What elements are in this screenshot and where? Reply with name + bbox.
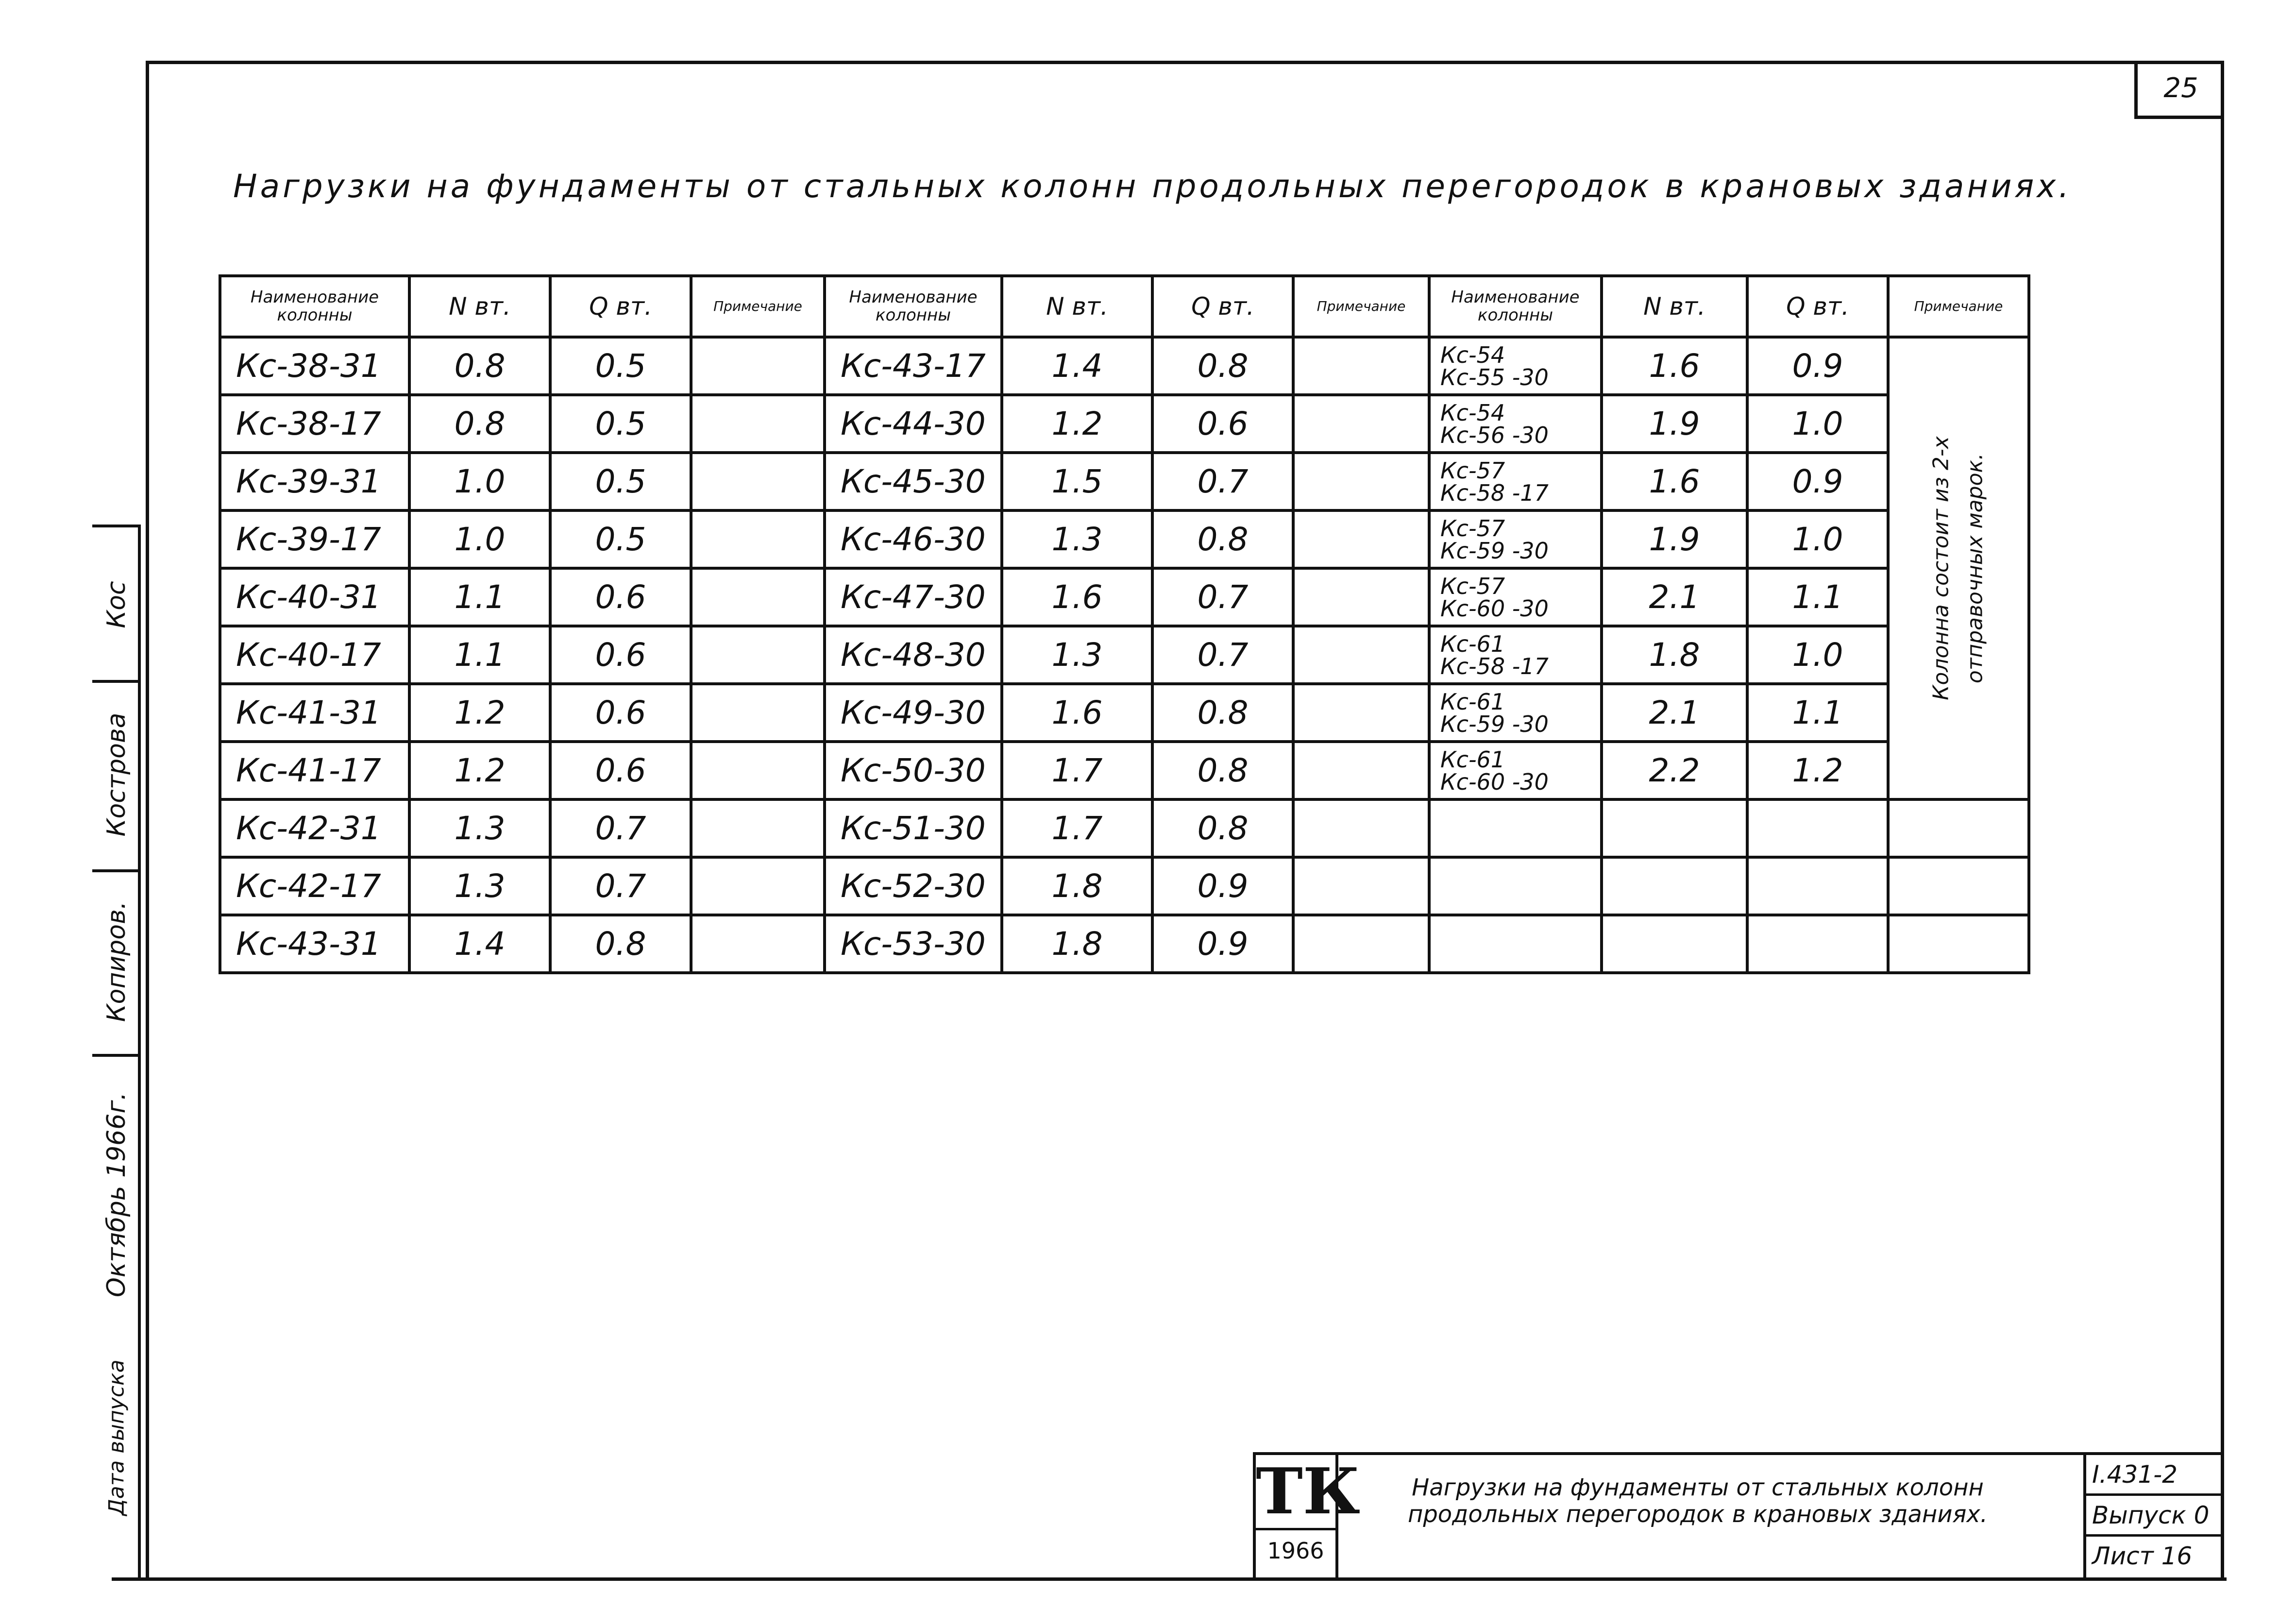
logo-year: 1966 [1256, 1528, 1335, 1571]
table-body [825, 337, 1429, 973]
q-value: 0.7 [1152, 626, 1293, 684]
q-value: 0.5 [550, 395, 691, 453]
table-row [825, 453, 1429, 510]
table-row [1429, 337, 2029, 395]
note-cell [1293, 510, 1429, 568]
note-cell [691, 742, 825, 799]
page-title: Нагрузки на фундаменты от стальных колонн продольных перегородок в крановых зданиях. [233, 168, 2072, 205]
header-name: Наименование колонны [1429, 276, 1602, 337]
n-value: 1.3 [1002, 626, 1152, 684]
q-value: 1.0 [1747, 510, 1888, 568]
column-name-line-1: Кс-54 [1440, 341, 1505, 368]
q-value: 0.6 [550, 742, 691, 799]
note-cell [1293, 337, 1429, 395]
table-row [825, 337, 1429, 395]
table-row [220, 395, 825, 453]
stamp-issue: Выпуск 0 [2086, 1496, 2224, 1537]
n-value: 2.1 [1602, 568, 1747, 626]
note-cell [691, 684, 825, 742]
q-value: 0.7 [1152, 568, 1293, 626]
margin-date-label: Дата выпуска [104, 1359, 129, 1516]
table-row [220, 626, 825, 684]
empty-cell [1602, 799, 1747, 857]
table-row [220, 742, 825, 799]
column-name [1429, 337, 1602, 395]
table-body [1429, 337, 2029, 973]
column-name-line-1: Кс-61 [1440, 630, 1505, 657]
empty-cell [1747, 857, 1888, 915]
table-row [825, 799, 1429, 857]
n-value: 1.6 [1002, 568, 1152, 626]
column-name: Кс-40-31 [220, 568, 409, 626]
column-name [1429, 626, 1602, 684]
q-value: 1.1 [1747, 684, 1888, 742]
n-value: 1.7 [1002, 799, 1152, 857]
q-value: 0.5 [550, 337, 691, 395]
note-cell [691, 857, 825, 915]
q-value: 1.1 [1747, 568, 1888, 626]
table-row [825, 915, 1429, 973]
column-name-line-1: Кс-54 [1440, 399, 1505, 426]
table-row [220, 799, 825, 857]
n-value: 2.1 [1602, 684, 1747, 742]
note-cell [1293, 395, 1429, 453]
table-row [220, 568, 825, 626]
column-name: Кс-40-17 [220, 626, 409, 684]
empty-cell [1602, 857, 1747, 915]
n-value: 1.7 [1002, 742, 1152, 799]
empty-cell [1888, 799, 2029, 857]
title-block [1253, 1452, 2224, 1577]
table-row [825, 684, 1429, 742]
column-name-line-1: Кс-57 [1440, 573, 1505, 599]
table-row [825, 857, 1429, 915]
loads-table-2 [823, 274, 1431, 974]
column-name: Кс-41-31 [220, 684, 409, 742]
margin-divider [92, 680, 141, 683]
n-value: 1.8 [1602, 626, 1747, 684]
note-cell [691, 510, 825, 568]
q-value: 0.9 [1152, 857, 1293, 915]
loads-table-1 [219, 274, 826, 974]
column-name-line-1: Кс-57 [1440, 457, 1505, 484]
table-row [220, 915, 825, 973]
n-value: 1.6 [1002, 684, 1152, 742]
logo-text: ТК [1256, 1454, 1360, 1528]
n-value: 0.8 [409, 395, 550, 453]
column-name: Кс-49-30 [825, 684, 1002, 742]
header-note: Примечание [1293, 276, 1429, 337]
q-value: 1.0 [1747, 395, 1888, 453]
header-n: N вт. [1602, 276, 1747, 337]
note-text: Колонна состоит из 2-х отправочных марок. [1928, 436, 1988, 700]
table-header-row [825, 276, 1429, 337]
margin-divider [92, 525, 141, 527]
table-row [1429, 857, 2029, 915]
empty-cell [1888, 915, 2029, 973]
table-row [1429, 915, 2029, 973]
table-header-row [220, 276, 825, 337]
table-row [825, 742, 1429, 799]
column-name-line-2: Кс-60 -30 [1440, 595, 1549, 622]
note-cell [1293, 626, 1429, 684]
column-name-line-2: Кс-58 -17 [1440, 479, 1549, 506]
note-cell [1293, 799, 1429, 857]
note-cell [691, 626, 825, 684]
margin-divider [92, 869, 141, 872]
n-value: 1.1 [409, 626, 550, 684]
column-name: Кс-39-31 [220, 453, 409, 510]
n-value: 1.9 [1602, 510, 1747, 568]
q-value: 0.5 [550, 510, 691, 568]
column-name: Кс-47-30 [825, 568, 1002, 626]
loads-table-3 [1428, 274, 2030, 974]
column-name: Кс-50-30 [825, 742, 1002, 799]
column-name: Кс-46-30 [825, 510, 1002, 568]
margin-person: Кострова [102, 712, 131, 837]
column-name-line-1: Кс-61 [1440, 746, 1505, 773]
stamp-code: I.431-2 [2086, 1455, 2224, 1496]
q-value: 0.9 [1152, 915, 1293, 973]
column-name [1429, 684, 1602, 742]
table-row [825, 395, 1429, 453]
margin-date-value: Октябрь 1966г. [102, 1092, 131, 1298]
header-n: N вт. [409, 276, 550, 337]
frame-bottom-line [112, 1577, 2227, 1581]
n-value: 1.9 [1602, 395, 1747, 453]
margin-role: Копиров. [102, 901, 131, 1022]
header-q: Q вт. [1747, 276, 1888, 337]
note-cell [691, 395, 825, 453]
empty-cell [1429, 915, 1602, 973]
column-name-line-2: Кс-60 -30 [1440, 768, 1549, 795]
table-row [220, 857, 825, 915]
note-cell [1293, 915, 1429, 973]
n-value: 1.8 [1002, 915, 1152, 973]
note-cell [1293, 568, 1429, 626]
column-name: Кс-41-17 [220, 742, 409, 799]
column-name-line-2: Кс-58 -17 [1440, 653, 1549, 679]
column-name: Кс-43-31 [220, 915, 409, 973]
sheet-number: 25 [2163, 72, 2198, 104]
n-value: 0.8 [409, 337, 550, 395]
q-value: 0.8 [1152, 742, 1293, 799]
column-name: Кс-42-17 [220, 857, 409, 915]
q-value: 0.8 [1152, 510, 1293, 568]
n-value: 1.4 [409, 915, 550, 973]
margin-strip [92, 525, 141, 1578]
column-name [1429, 510, 1602, 568]
table-row [220, 453, 825, 510]
table-row [220, 510, 825, 568]
note-cell [1293, 453, 1429, 510]
header-q: Q вт. [1152, 276, 1293, 337]
n-value: 1.4 [1002, 337, 1152, 395]
header-name: Наименование колонны [825, 276, 1002, 337]
note-cell [691, 799, 825, 857]
column-name: Кс-38-31 [220, 337, 409, 395]
table-row [1429, 799, 2029, 857]
header-note: Примечание [691, 276, 825, 337]
n-value: 1.3 [409, 799, 550, 857]
q-value: 0.6 [1152, 395, 1293, 453]
n-value: 1.5 [1002, 453, 1152, 510]
column-name [1429, 568, 1602, 626]
column-name: Кс-53-30 [825, 915, 1002, 973]
column-name-line-2: Кс-59 -30 [1440, 537, 1549, 564]
q-value: 0.6 [550, 626, 691, 684]
note-cell [691, 568, 825, 626]
n-value: 1.8 [1002, 857, 1152, 915]
empty-cell [1602, 915, 1747, 973]
q-value: 0.9 [1747, 337, 1888, 395]
column-name: Кс-44-30 [825, 395, 1002, 453]
sheet-number-box [2134, 61, 2224, 119]
column-name: Кс-48-30 [825, 626, 1002, 684]
header-q: Q вт. [550, 276, 691, 337]
empty-cell [1747, 799, 1888, 857]
n-value: 1.1 [409, 568, 550, 626]
n-value: 1.0 [409, 453, 550, 510]
n-value: 1.0 [409, 510, 550, 568]
q-value: 0.7 [1152, 453, 1293, 510]
column-name-line-2: Кс-59 -30 [1440, 711, 1549, 737]
q-value: 1.0 [1747, 626, 1888, 684]
column-name: Кс-45-30 [825, 453, 1002, 510]
header-n: N вт. [1002, 276, 1152, 337]
q-value: 0.5 [550, 453, 691, 510]
empty-cell [1747, 915, 1888, 973]
note-cell [691, 337, 825, 395]
column-name: Кс-43-17 [825, 337, 1002, 395]
q-value: 0.8 [1152, 337, 1293, 395]
stamp-sheet: Лист 16 [2092, 1541, 2193, 1570]
column-name-line-2: Кс-56 -30 [1440, 422, 1549, 448]
table-row [825, 568, 1429, 626]
column-name-line-1: Кс-57 [1440, 515, 1505, 542]
table-row [220, 337, 825, 395]
table-header-row [1429, 276, 2029, 337]
n-value: 1.3 [1002, 510, 1152, 568]
column-name [1429, 742, 1602, 799]
q-value: 0.7 [550, 857, 691, 915]
table-body [220, 337, 825, 973]
q-value: 0.7 [550, 799, 691, 857]
q-value: 0.9 [1747, 453, 1888, 510]
n-value: 2.2 [1602, 742, 1747, 799]
note-cell [1293, 684, 1429, 742]
stamp-title: Нагрузки на фундаменты от стальных колонн продольных перегородок в крановых зданиях. [1407, 1474, 1988, 1528]
table-row [825, 626, 1429, 684]
column-name: Кс-52-30 [825, 857, 1002, 915]
q-value: 0.8 [550, 915, 691, 973]
column-name-line-2: Кс-55 -30 [1440, 364, 1549, 390]
margin-signature: Кос [102, 581, 131, 628]
note-cell [1888, 337, 2029, 799]
q-value: 0.6 [550, 684, 691, 742]
column-name [1429, 453, 1602, 510]
header-note: Примечание [1888, 276, 2029, 337]
n-value: 1.2 [1002, 395, 1152, 453]
header-name: Наименование колонны [220, 276, 409, 337]
n-value: 1.3 [409, 857, 550, 915]
tk-logo [1256, 1454, 1360, 1577]
q-value: 1.2 [1747, 742, 1888, 799]
column-name: Кс-42-31 [220, 799, 409, 857]
n-value: 1.6 [1602, 337, 1747, 395]
q-value: 0.8 [1152, 684, 1293, 742]
note-cell [691, 453, 825, 510]
column-name: Кс-38-17 [220, 395, 409, 453]
note-cell [691, 915, 825, 973]
empty-cell [1888, 857, 2029, 915]
note-cell [1293, 742, 1429, 799]
column-name: Кс-39-17 [220, 510, 409, 568]
empty-cell [1429, 799, 1602, 857]
column-name: Кс-51-30 [825, 799, 1002, 857]
empty-cell [1429, 857, 1602, 915]
q-value: 0.6 [550, 568, 691, 626]
margin-divider [92, 1054, 141, 1057]
table-row [220, 684, 825, 742]
n-value: 1.2 [409, 684, 550, 742]
column-name [1429, 395, 1602, 453]
q-value: 0.8 [1152, 799, 1293, 857]
stamp-info [2083, 1455, 2224, 1577]
n-value: 1.2 [409, 742, 550, 799]
n-value: 1.6 [1602, 453, 1747, 510]
note-cell [1293, 857, 1429, 915]
column-name-line-1: Кс-61 [1440, 688, 1505, 715]
table-row [825, 510, 1429, 568]
